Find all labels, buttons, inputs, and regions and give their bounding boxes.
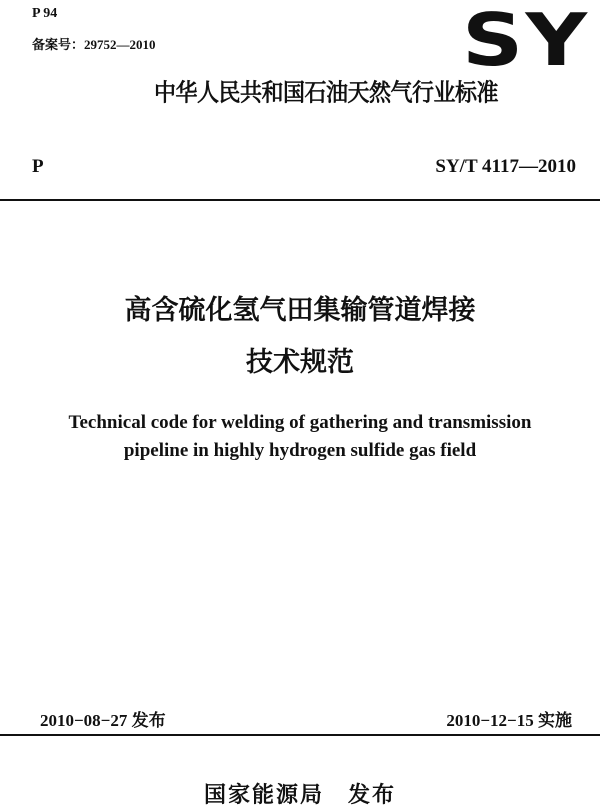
issue-date [40,706,166,731]
record-label: 备案号： [32,38,85,53]
implementation-date-value: 2010−12−15 [446,711,534,730]
title-english-line-1: Technical code for welding of gathering and transmission [68,412,532,433]
issue-label: 发布 [131,711,166,731]
top-divider [0,199,600,201]
standard-number: SY/T 4117—2010 [435,156,576,177]
bottom-divider [0,734,600,736]
record-number-line [32,34,156,53]
standard-type-heading: 中华人民共和国石油天然气行业标准 [154,80,499,108]
title-chinese-line-2: 技术规范 [246,347,354,378]
record-number: 29752—2010 [84,37,156,52]
classification-code: P 94 [32,6,58,21]
implementation-date [446,706,572,731]
title-english-line-2: pipeline in highly hydrogen sulfide gas field [123,440,477,461]
title-chinese-line-1: 高含硫化氢气田集输管道焊接 [124,295,476,326]
issue-date-value: 2010−08−27 [40,711,128,730]
sy-logo: SY [462,0,590,82]
publisher-line: 国家能源局 发布 [203,783,396,808]
classification-letter: P [32,156,44,177]
implementation-label: 实施 [538,711,572,731]
